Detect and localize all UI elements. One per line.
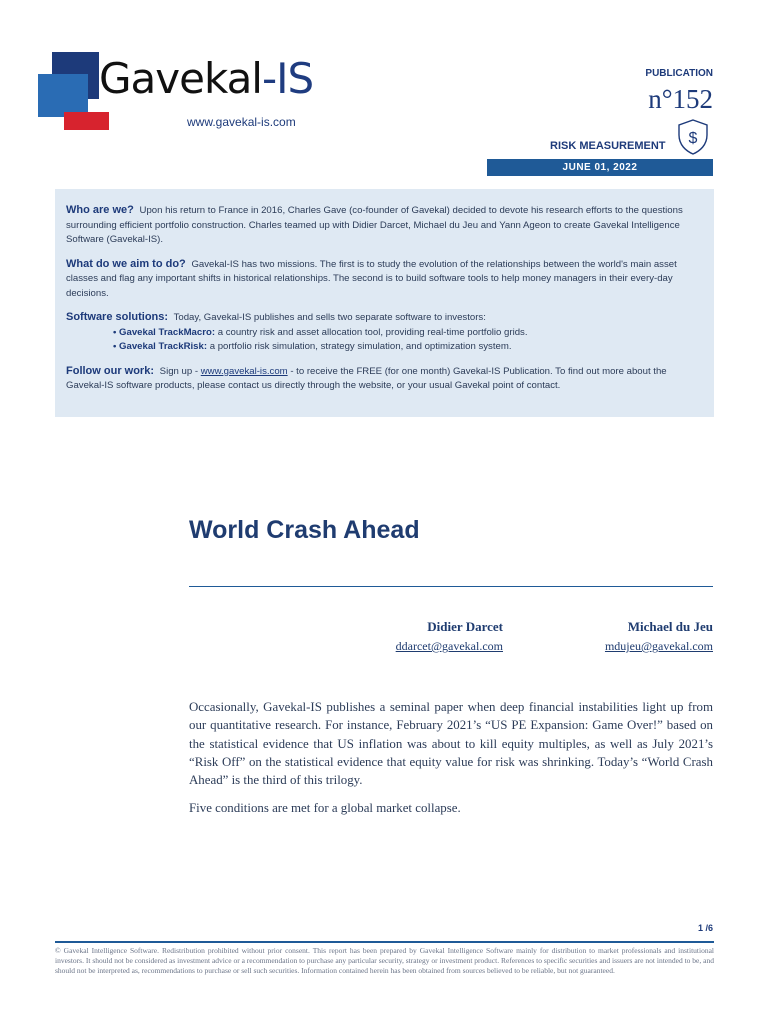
body-paragraph: Five conditions are met for a global market collapse. (189, 801, 461, 816)
logo-square-blue (38, 74, 88, 117)
software-heading: Software solutions: (66, 311, 169, 323)
publication-label: PUBLICATION (645, 68, 713, 79)
author-name: Michael du Jeu (627, 619, 713, 634)
author-block (396, 619, 503, 654)
aim-section (66, 257, 703, 302)
author-email-link[interactable]: mdujeu@gavekal.com (604, 639, 713, 653)
list-item: • Gavekal TrackRisk: a portfolio risk simulation, strategy simulation, and optimization system. (113, 341, 512, 352)
follow-heading: Follow our work: (66, 364, 154, 377)
footer-divider (55, 941, 714, 943)
signup-link[interactable]: www.gavekal-is.com (200, 365, 288, 377)
follow-section: Follow our work: Sign up - www.gavekal-is.com - to receive the FREE (for one month) Gavekal-IS Publication. To find out more about the Gavekal-IS software products, please contact us directly through the website, or your usual Gavekal point of contact. (66, 364, 667, 391)
software-section (66, 310, 703, 326)
aim-heading: What do we aim to do? (66, 257, 186, 270)
page-number: 1 /6 (697, 923, 713, 933)
list-item: • Gavekal TrackMacro: a country risk and asset allocation tool, providing real-time portfolio grids. (113, 326, 528, 338)
logo-wordmark: Gavekal-IS (99, 54, 314, 103)
gavekal-is-logo (37, 50, 327, 132)
software-list (66, 326, 703, 355)
who-are-we-text: Upon his return to France in 2016, Charles Gave (co-founder of Gavekal) decided to devote his research efforts to the questions surrounding efficient portfolio construction. Charles teamed up with Didier Darcet, Michael du Jeu and Yann Ageon to create Gavekal Intelligence Software (Gavekal-IS). (66, 205, 683, 245)
brand-url[interactable]: www.gavekal-is.com (187, 115, 296, 129)
publication-category: RISK MEASUREMENT (550, 140, 666, 152)
legal-disclaimer: © Gavekal Intelligence Software. Redistribution prohibited without prior consent. This report has been prepared by Gavekal Intelligence Software mainly for distribution to market professionals and institutional investors. It should not be considered as investment advice or a recommendation to purchase any particular security, strategy or investment product. References to specific securities and issuers are not intended to be, and should not be interpreted as, recommendations to purchase or sell such securities. Information contained herein has been obtained from sources believed to be reliable, but not guaranteed. (55, 946, 714, 975)
publication-date: JUNE 01, 2022 (487, 159, 713, 176)
aim-text: Gavekal-IS has two missions. The first is to study the evolution of the relationships between the world's main asset classes and flag any important shifts in historical relationships. The second is to build software tools to help money managers in their every-day decisions. (66, 258, 677, 299)
author-name: Didier Darcet (427, 619, 503, 634)
svg-text:$: $ (688, 130, 698, 147)
article-body (189, 698, 713, 828)
who-are-we-heading: Who are we? (66, 204, 134, 216)
article-title: World Crash Ahead (189, 516, 420, 544)
title-divider (189, 586, 713, 587)
dollar-shield-icon (676, 118, 710, 156)
author-block (605, 619, 713, 654)
about-info-box (55, 189, 714, 417)
logo-square-red (64, 112, 109, 130)
author-email-link[interactable]: ddarcet@gavekal.com (395, 639, 503, 653)
body-paragraph: Occasionally, Gavekal-IS publishes a seminal paper when deep financial instabilities light up from our quantitative research. For instance, February 2021’s “US PE Expansion: Game Over!” based on the statistical evidence that US inflation was about to kill equity multiples, as well as July 2021’s “Risk Off” on the statistical evidence that equity value for risk was shrinking. Today’s “World Crash Ahead” is the third of this trilogy. (189, 700, 713, 788)
who-are-we-section (66, 203, 703, 248)
publication-number: n°152 (648, 84, 713, 114)
software-text: Today, Gavekal-IS publishes and sells two separate software to investors: (173, 312, 486, 323)
